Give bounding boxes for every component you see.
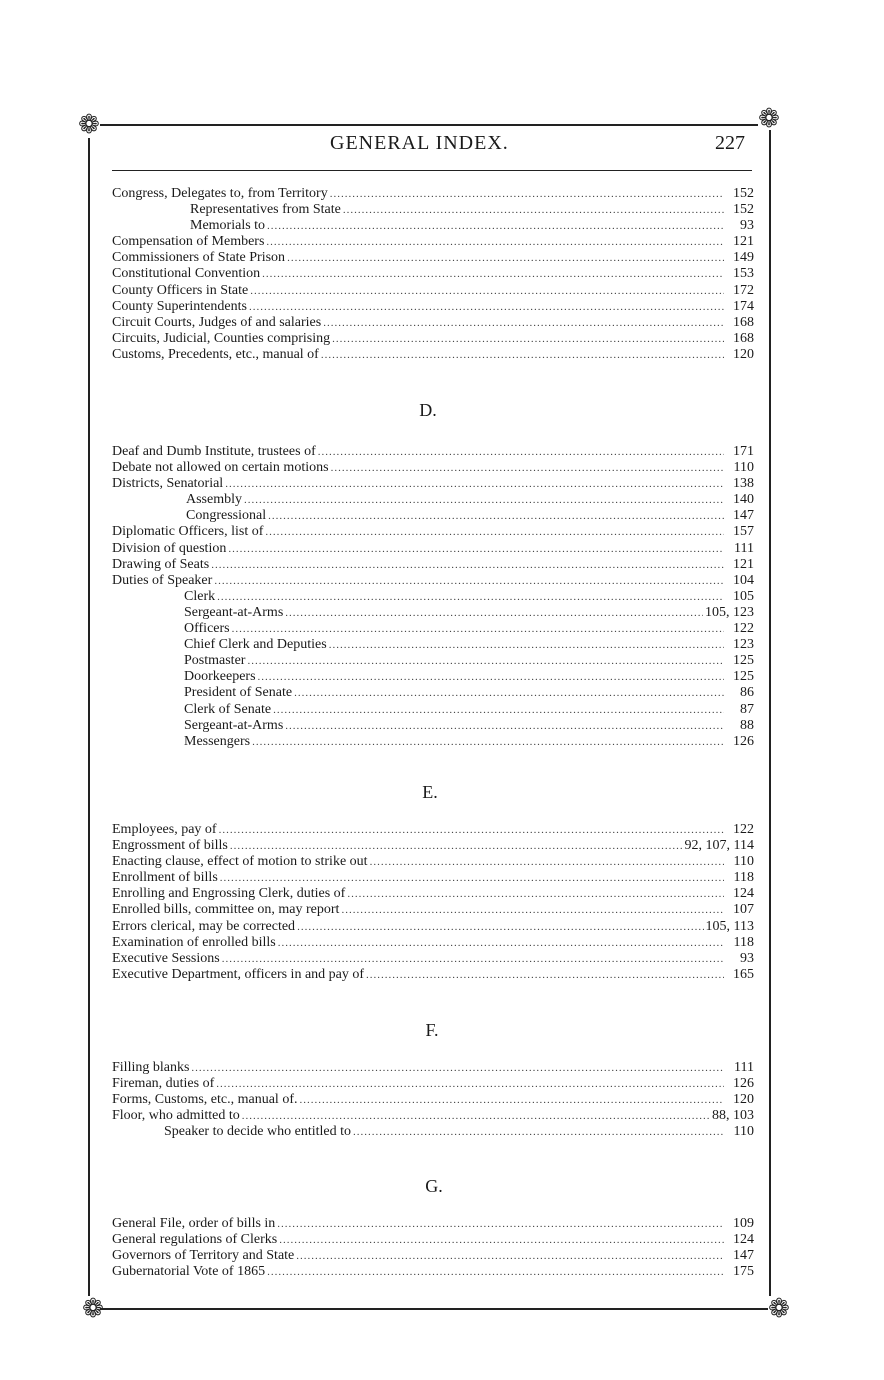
index-entry: Officers ..... 122 bbox=[112, 621, 754, 637]
index-entry: Floor, who admitted to ..... 88, 103 bbox=[112, 1108, 754, 1124]
index-entry: Filling blanks ..... 111 bbox=[112, 1060, 754, 1076]
index-entry: Enacting clause, effect of motion to strike out ..... 110 bbox=[112, 854, 754, 870]
page-title: GENERAL INDEX. bbox=[330, 132, 509, 154]
index-entry: Representatives from State ..... 152 bbox=[112, 202, 754, 218]
index-entry: Assembly ..... 140 bbox=[112, 492, 754, 508]
index-entry: Debate not allowed on certain motions ..... 110 bbox=[112, 460, 754, 476]
section-letter-e: E. bbox=[422, 782, 438, 802]
section-d bbox=[112, 444, 754, 750]
index-entry: Clerk of Senate ..... 87 bbox=[112, 702, 754, 718]
index-entry: Doorkeepers ..... 125 bbox=[112, 669, 754, 685]
index-entry: President of Senate ..... 86 bbox=[112, 685, 754, 701]
index-entry: Circuits, Judicial, Counties comprising ..... 168 bbox=[112, 331, 754, 347]
frame-top-rule bbox=[100, 124, 758, 126]
index-entry: Executive Sessions ..... 93 bbox=[112, 951, 754, 967]
index-entry: Chief Clerk and Deputies ..... 123 bbox=[112, 637, 754, 653]
corner-ornament-icon: ❁ bbox=[82, 1294, 104, 1324]
index-entry: County Superintendents ..... 174 bbox=[112, 299, 754, 315]
index-entry: Diplomatic Officers, list of ..... 157 bbox=[112, 524, 754, 540]
corner-ornament-icon: ❁ bbox=[758, 104, 780, 134]
section-e bbox=[112, 822, 754, 983]
section-f bbox=[112, 1060, 754, 1140]
index-entry: Sergeant-at-Arms ..... 88 bbox=[112, 718, 754, 734]
index-entry: General regulations of Clerks ..... 124 bbox=[112, 1232, 754, 1248]
section-g bbox=[112, 1216, 754, 1280]
index-entry: Examination of enrolled bills ..... 118 bbox=[112, 935, 754, 951]
index-entry: Gubernatorial Vote of 1865 ..... 175 bbox=[112, 1264, 754, 1280]
index-entry: Division of question ..... 111 bbox=[112, 541, 754, 557]
corner-ornament-icon: ❁ bbox=[768, 1294, 790, 1324]
section-letter-d: D. bbox=[419, 400, 437, 420]
index-entry: Governors of Territory and State ..... 147 bbox=[112, 1248, 754, 1264]
page-number: 227 bbox=[715, 132, 745, 154]
index-entry: Enrolled bills, committee on, may report ..... 107 bbox=[112, 902, 754, 918]
index-entry: Sergeant-at-Arms ..... 105, 123 bbox=[112, 605, 754, 621]
corner-ornament-icon: ❁ bbox=[78, 110, 100, 140]
index-entry: County Officers in State ..... 172 bbox=[112, 283, 754, 299]
section-c bbox=[112, 186, 754, 363]
index-entry: Congress, Delegates to, from Territory ..... 152 bbox=[112, 186, 754, 202]
index-entry: Employees, pay of ..... 122 bbox=[112, 822, 754, 838]
frame-bottom-rule bbox=[100, 1308, 768, 1310]
index-entry: Enrolling and Engrossing Clerk, duties of ..... 124 bbox=[112, 886, 754, 902]
index-entry: Messengers ..... 126 bbox=[112, 734, 754, 750]
index-entry: Congressional ..... 147 bbox=[112, 508, 754, 524]
frame-left-rule bbox=[88, 138, 90, 1296]
index-entry: Memorials to ..... 93 bbox=[112, 218, 754, 234]
index-entry: Executive Department, officers in and pay of ..... 165 bbox=[112, 967, 754, 983]
index-entry: Clerk ..... 105 bbox=[112, 589, 754, 605]
index-entry: Customs, Precedents, etc., manual of ..... 120 bbox=[112, 347, 754, 363]
index-entry: Duties of Speaker ..... 104 bbox=[112, 573, 754, 589]
index-entry: Drawing of Seats ..... 121 bbox=[112, 557, 754, 573]
index-entry: Constitutional Convention ..... 153 bbox=[112, 266, 754, 282]
index-entry: General File, order of bills in ..... 109 bbox=[112, 1216, 754, 1232]
index-entry: Fireman, duties of ..... 126 bbox=[112, 1076, 754, 1092]
index-entry: Engrossment of bills ..... 92, 107, 114 bbox=[112, 838, 754, 854]
section-letter-f: F. bbox=[425, 1020, 439, 1040]
index-entry: Enrollment of bills ..... 118 bbox=[112, 870, 754, 886]
index-entry: Deaf and Dumb Institute, trustees of ..... 171 bbox=[112, 444, 754, 460]
index-entry: Circuit Courts, Judges of and salaries ..... 168 bbox=[112, 315, 754, 331]
header-rule bbox=[112, 170, 752, 171]
index-entry: Commissioners of State Prison ..... 149 bbox=[112, 250, 754, 266]
frame-right-rule bbox=[769, 130, 771, 1296]
index-entry: Forms, Customs, etc., manual of. ..... 120 bbox=[112, 1092, 754, 1108]
index-entry: Districts, Senatorial ..... 138 bbox=[112, 476, 754, 492]
index-entry: Speaker to decide who entitled to ..... 110 bbox=[112, 1124, 754, 1140]
index-entry: Errors clerical, may be corrected ..... 105, 113 bbox=[112, 919, 754, 935]
index-entry: Postmaster ..... 125 bbox=[112, 653, 754, 669]
section-letter-g: G. bbox=[425, 1176, 443, 1196]
index-entry: Compensation of Members ..... 121 bbox=[112, 234, 754, 250]
